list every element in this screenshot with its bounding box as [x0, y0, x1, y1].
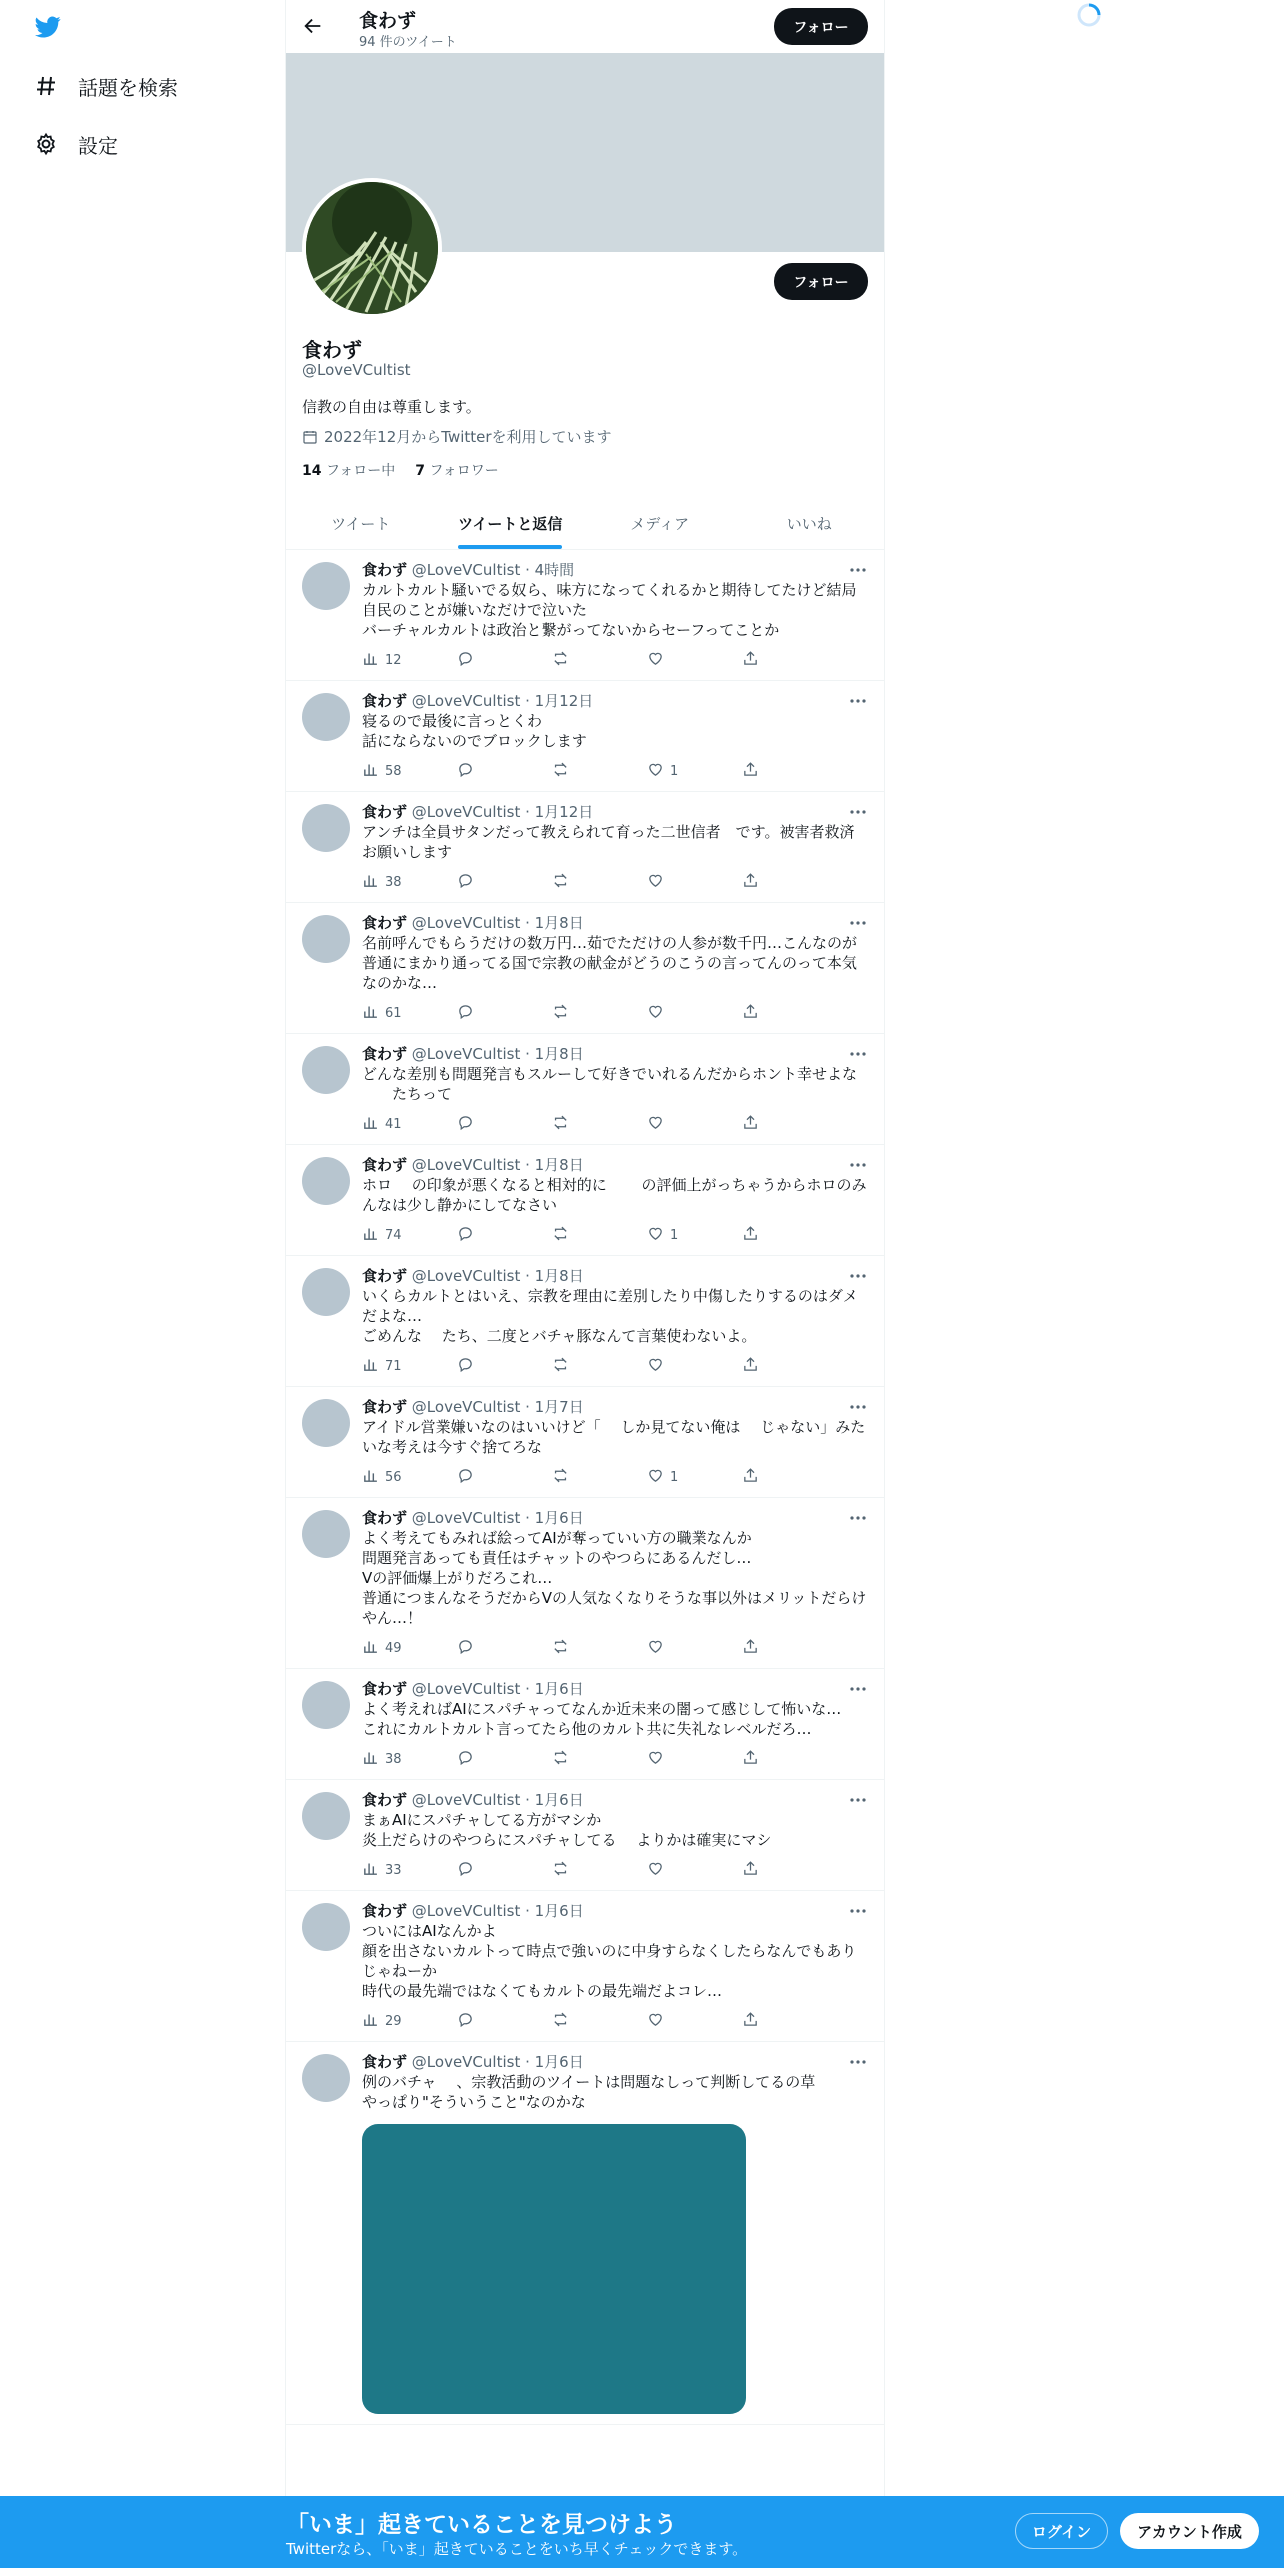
- heart-icon: [647, 1356, 664, 1377]
- views-button[interactable]: [362, 1860, 457, 1881]
- share-button[interactable]: [742, 2011, 837, 2032]
- tweet-author-name[interactable]: 食わず: [362, 1045, 408, 1063]
- views-button[interactable]: [362, 1356, 457, 1377]
- profile-joined: [302, 426, 612, 447]
- more-icon[interactable]: [848, 1679, 868, 1699]
- header-name: 食わず: [359, 10, 417, 32]
- heart-icon: [647, 1638, 664, 1659]
- tweet-text: カルトカルト騒いでる奴ら、味方になってくれるかと期待してたけど結局自民のことが嫌いなだけで泣いた バーチャルカルトは政治と繋がってないからセーフってことか: [362, 581, 857, 639]
- reply-button[interactable]: [457, 1860, 552, 1881]
- reply-button[interactable]: [457, 761, 552, 782]
- tweet-author-name[interactable]: 食わず: [362, 1902, 408, 1920]
- reply-button[interactable]: [457, 1114, 552, 1135]
- share-button[interactable]: [742, 650, 837, 671]
- nav-explore-label: 話題を検索: [78, 75, 178, 100]
- heart-icon: [647, 1749, 664, 1770]
- tweet-author-name[interactable]: 食わず: [362, 1398, 408, 1416]
- share-button[interactable]: [742, 1467, 837, 1488]
- tweet-header: [362, 1155, 868, 1175]
- tweet-avatar[interactable]: [302, 1510, 350, 1558]
- share-icon: [742, 1356, 759, 1377]
- share-icon: [742, 1003, 759, 1024]
- loading-spinner-icon: [1076, 2, 1102, 28]
- views-icon: [362, 761, 379, 782]
- reply-icon: [457, 872, 474, 893]
- twitter-logo-icon[interactable]: [33, 14, 63, 40]
- tweet-avatar[interactable]: [302, 804, 350, 852]
- like-button[interactable]: [647, 1860, 742, 1881]
- reply-icon: [457, 1114, 474, 1135]
- tweet-header: [362, 913, 868, 933]
- tweet-actions: [362, 1860, 868, 1880]
- heart-icon: [647, 761, 664, 782]
- views-count: 38: [385, 1751, 402, 1767]
- share-icon: [742, 1638, 759, 1659]
- tweet-text: 例のバチャ 、宗教活動のツイートは問題なしって判断してるの草 やっぱり"そういうこと"なのかな: [362, 2073, 816, 2111]
- tweet-actions: [362, 1114, 868, 1134]
- tweet[interactable]: [286, 1034, 884, 1145]
- more-icon[interactable]: [848, 2052, 868, 2072]
- reply-icon: [457, 761, 474, 782]
- retweet-icon: [552, 1749, 569, 1770]
- like-button[interactable]: [647, 1225, 742, 1246]
- signup-banner: [0, 2496, 1284, 2568]
- tweet-actions: [362, 761, 868, 781]
- tweet-author-name[interactable]: 食わず: [362, 561, 408, 579]
- tweet-author-name[interactable]: 食わず: [362, 2053, 408, 2071]
- reply-icon: [457, 1749, 474, 1770]
- retweet-icon: [552, 2011, 569, 2032]
- more-icon[interactable]: [848, 802, 868, 822]
- tweet-handle-time[interactable]: @LoveVCultist · 1月6日: [411, 1509, 584, 1527]
- retweet-button[interactable]: [552, 872, 647, 893]
- reply-button[interactable]: [457, 1356, 552, 1377]
- tweet-handle-time[interactable]: @LoveVCultist · 1月6日: [411, 1680, 584, 1698]
- more-icon[interactable]: [848, 1508, 868, 1528]
- reply-icon: [457, 1003, 474, 1024]
- views-count: 38: [385, 874, 402, 890]
- heart-icon: [647, 1467, 664, 1488]
- retweet-button[interactable]: [552, 1114, 647, 1135]
- login-button[interactable]: ログイン: [1015, 2513, 1108, 2549]
- signup-banner-subtitle: Twitterなら、「いま」起きていることをいち早くチェックできます。: [286, 2540, 748, 2558]
- share-icon: [742, 1467, 759, 1488]
- tweet-actions: [362, 1225, 868, 1245]
- profile-joined-text: 2022年12月からTwitterを利用しています: [324, 428, 612, 446]
- retweet-button[interactable]: [552, 761, 647, 782]
- reply-icon: [457, 1356, 474, 1377]
- tweet-handle-time[interactable]: @LoveVCultist · 1月12日: [411, 803, 594, 821]
- views-count: 33: [385, 1862, 402, 1878]
- like-button[interactable]: [647, 1114, 742, 1135]
- retweet-icon: [552, 1638, 569, 1659]
- gear-icon: [34, 132, 58, 156]
- views-icon: [362, 1749, 379, 1770]
- share-button[interactable]: [742, 872, 837, 893]
- like-button[interactable]: [647, 1638, 742, 1659]
- tweet-author-name[interactable]: 食わず: [362, 914, 408, 932]
- like-button[interactable]: [647, 1356, 742, 1377]
- tweet-text: どんな差別も問題発言もスルーして好きでいれるんだからホント幸せよな たちって: [362, 1065, 858, 1103]
- tweet-avatar[interactable]: [302, 2054, 350, 2102]
- tweet[interactable]: [286, 681, 884, 792]
- followers-link[interactable]: 7 フォロワー: [415, 463, 499, 479]
- tweet-author-name[interactable]: 食わず: [362, 1267, 408, 1285]
- share-button[interactable]: [742, 1114, 837, 1135]
- retweet-icon: [552, 1467, 569, 1488]
- tweet-author-name[interactable]: 食わず: [362, 1156, 408, 1174]
- views-count: 71: [385, 1358, 402, 1374]
- reply-button[interactable]: [457, 1638, 552, 1659]
- tweet-header: [362, 691, 868, 711]
- reply-icon: [457, 1225, 474, 1246]
- views-icon: [362, 1114, 379, 1135]
- reply-icon: [457, 650, 474, 671]
- top-bar: [286, 0, 884, 53]
- views-icon: [362, 1003, 379, 1024]
- profile-avatar[interactable]: [302, 178, 442, 318]
- tweet[interactable]: [286, 2042, 884, 2425]
- tweet-avatar[interactable]: [302, 915, 350, 963]
- views-count: 58: [385, 763, 402, 779]
- tweet-header: [362, 2052, 868, 2072]
- more-icon[interactable]: [848, 1266, 868, 1286]
- share-icon: [742, 872, 759, 893]
- heart-icon: [647, 1114, 664, 1135]
- retweet-button[interactable]: [552, 1638, 647, 1659]
- heart-icon: [647, 1003, 664, 1024]
- share-icon: [742, 1860, 759, 1881]
- nav-settings-label: 設定: [78, 133, 118, 158]
- signup-banner-title: 「いま」起きていることを見つけよう: [286, 2512, 677, 2538]
- retweet-button[interactable]: [552, 2011, 647, 2032]
- tweet-header: [362, 1266, 868, 1286]
- more-icon[interactable]: [848, 1901, 868, 1921]
- more-icon[interactable]: [848, 1397, 868, 1417]
- retweet-icon: [552, 872, 569, 893]
- tweet[interactable]: [286, 1256, 884, 1387]
- views-button[interactable]: [362, 1467, 457, 1488]
- share-button[interactable]: [742, 761, 837, 782]
- retweet-button[interactable]: [552, 1225, 647, 1246]
- tweet-actions: [362, 1749, 868, 1769]
- tweet[interactable]: [286, 1498, 884, 1669]
- tweet-header: [362, 1679, 868, 1699]
- tweet-handle-time[interactable]: @LoveVCultist · 1月8日: [411, 1156, 584, 1174]
- tweet-author-name[interactable]: 食わず: [362, 692, 408, 710]
- more-icon[interactable]: [848, 1790, 868, 1810]
- tweet-text: ついにはAIなんかよ 顔を出さないカルトって時点で強いのに中身すらなくしたらなんでもありじゃねーか 時代の最先端ではなくてもカルトの最先端だよコレ…: [362, 1922, 857, 2000]
- tweet-handle-time[interactable]: @LoveVCultist · 1月12日: [411, 692, 594, 710]
- reply-icon: [457, 2011, 474, 2032]
- tweet-handle-time[interactable]: @LoveVCultist · 1月8日: [411, 1045, 584, 1063]
- tweet-header: [362, 1790, 868, 1810]
- reply-button[interactable]: [457, 1225, 552, 1246]
- tweet-text: 名前呼んでもらうだけの数万円…茹でただけの人参が数千円…こんなのが普通にまかり通ってる国で宗教の献金がどうのこうの言ってんのって本気なのかな…: [362, 934, 858, 992]
- tweet[interactable]: [286, 1780, 884, 1891]
- tweet-text: よく考えてもみれば絵ってAIが奪っていい方の職業なんか 問題発言あっても責任はチャットのやつらにあるんだし… Vの評価爆上がりだろこれ… 普通につまんなそうだからVの人気なくなりそうな事以外はメリットだらけやん…！: [362, 1529, 867, 1627]
- nav-settings[interactable]: [34, 124, 118, 164]
- follow-stats: [302, 460, 499, 480]
- views-button[interactable]: [362, 650, 457, 671]
- reply-icon: [457, 1860, 474, 1881]
- tweet[interactable]: [286, 903, 884, 1034]
- heart-icon: [647, 1860, 664, 1881]
- retweet-button[interactable]: [552, 1356, 647, 1377]
- views-count: 61: [385, 1005, 402, 1021]
- views-button[interactable]: [362, 761, 457, 782]
- tweet-author-name[interactable]: 食わず: [362, 1791, 408, 1809]
- tweet-actions: [362, 1356, 868, 1376]
- nav-explore[interactable]: [34, 66, 178, 106]
- tweet-actions: [362, 2011, 868, 2031]
- retweet-button[interactable]: [552, 1749, 647, 1770]
- tweet-author-name[interactable]: 食わず: [362, 1680, 408, 1698]
- retweet-button[interactable]: [552, 650, 647, 671]
- more-icon[interactable]: [848, 1155, 868, 1175]
- tweet-handle-time[interactable]: @LoveVCultist · 1月6日: [411, 1902, 584, 1920]
- hashtag-icon: [34, 74, 58, 98]
- tweet-avatar[interactable]: [302, 1399, 350, 1447]
- tweet-avatar[interactable]: [302, 562, 350, 610]
- follow-button-header[interactable]: フォロー: [774, 8, 868, 45]
- views-icon: [362, 1356, 379, 1377]
- likes-count: 1: [670, 1227, 679, 1243]
- views-count: 74: [385, 1227, 402, 1243]
- reply-button[interactable]: [457, 1467, 552, 1488]
- tweet[interactable]: [286, 1891, 884, 2042]
- reply-button[interactable]: [457, 1003, 552, 1024]
- retweet-button[interactable]: [552, 1860, 647, 1881]
- profile-tabs: [286, 498, 884, 550]
- share-button[interactable]: [742, 1638, 837, 1659]
- views-count: 12: [385, 652, 402, 668]
- signup-button[interactable]: アカウント作成: [1120, 2513, 1259, 2549]
- tweet-avatar[interactable]: [302, 1792, 350, 1840]
- tweet[interactable]: [286, 1145, 884, 1256]
- share-icon: [742, 2011, 759, 2032]
- retweet-button[interactable]: [552, 1003, 647, 1024]
- tweet-text: 寝るので最後に言っとくわ 話にならないのでブロックします: [362, 712, 587, 750]
- views-icon: [362, 650, 379, 671]
- retweet-icon: [552, 1356, 569, 1377]
- more-icon[interactable]: [848, 691, 868, 711]
- tweet-avatar[interactable]: [302, 1046, 350, 1094]
- tweet-actions: [362, 1467, 868, 1487]
- views-count: 29: [385, 2013, 402, 2029]
- tweet-text: いくらカルトとはいえ、宗教を理由に差別したり中傷したりするのはダメだよな… ごめんな たち、二度とバチャ豚なんて言葉使わないよ。: [362, 1287, 858, 1345]
- views-count: 41: [385, 1116, 402, 1132]
- reply-button[interactable]: [457, 650, 552, 671]
- views-button[interactable]: [362, 2011, 457, 2032]
- tweet-list: [286, 550, 884, 2425]
- views-icon: [362, 872, 379, 893]
- views-count: 49: [385, 1640, 402, 1656]
- tweet-avatar[interactable]: [302, 1681, 350, 1729]
- tweet-text: まぁAIにスパチャしてる方がマシか 炎上だらけのやつらにスパチャしてる よりかは確実にマシ: [362, 1811, 772, 1849]
- heart-icon: [647, 1225, 664, 1246]
- like-button[interactable]: [647, 2011, 742, 2032]
- following-link[interactable]: 14 フォロー中: [302, 463, 396, 479]
- tweet-text: アイドル営業嫌いなのはいいけど「 しか見てない俺は じゃない」みたいな考えは今すぐ捨てろな: [362, 1418, 866, 1456]
- tweet-text: ホロ の印象が悪くなると相対的に の評価上がっちゃうからホロのみんなは少し静かにしてなさい: [362, 1176, 867, 1214]
- tweet-header: [362, 1397, 868, 1417]
- tweet-handle-time[interactable]: @LoveVCultist · 4時間: [411, 561, 575, 579]
- share-icon: [742, 761, 759, 782]
- retweet-icon: [552, 1860, 569, 1881]
- share-button[interactable]: [742, 1860, 837, 1881]
- tweet-handle-time[interactable]: @LoveVCultist · 1月6日: [411, 2053, 584, 2071]
- more-icon[interactable]: [848, 560, 868, 580]
- more-icon[interactable]: [848, 1044, 868, 1064]
- tweet[interactable]: [286, 550, 884, 681]
- calendar-icon: [302, 429, 318, 445]
- tweet-author-name[interactable]: 食わず: [362, 1509, 408, 1527]
- views-icon: [362, 1467, 379, 1488]
- tweet-actions: [362, 1638, 868, 1658]
- tweet-header: [362, 1044, 868, 1064]
- likes-count: 1: [670, 1469, 679, 1485]
- heart-icon: [647, 872, 664, 893]
- like-button[interactable]: [647, 1003, 742, 1024]
- tweet-text: アンチは全員サタンだって教えられて育った二世信者 です。被害者救済お願いします: [362, 823, 855, 861]
- views-icon: [362, 2011, 379, 2032]
- retweet-icon: [552, 1003, 569, 1024]
- tab-tweets-and-replies[interactable]: ツイートと返信: [436, 498, 586, 549]
- share-icon: [742, 650, 759, 671]
- like-button[interactable]: [647, 650, 742, 671]
- like-button[interactable]: [647, 761, 742, 782]
- tweet-handle-time[interactable]: @LoveVCultist · 1月8日: [411, 914, 584, 932]
- reply-button[interactable]: [457, 2011, 552, 2032]
- views-button[interactable]: [362, 1114, 457, 1135]
- heart-icon: [647, 650, 664, 671]
- share-button[interactable]: [742, 1356, 837, 1377]
- profile-name: 食わず: [302, 338, 362, 362]
- tweet-avatar[interactable]: [302, 693, 350, 741]
- tweet-header: [362, 1508, 868, 1528]
- profile-bio: 信教の自由は尊重します。: [302, 398, 481, 416]
- follow-button[interactable]: フォロー: [774, 263, 868, 300]
- tweet-media[interactable]: [362, 2124, 746, 2414]
- tweet[interactable]: [286, 1387, 884, 1498]
- views-icon: [362, 1638, 379, 1659]
- tweet-header: [362, 560, 868, 580]
- views-count: 56: [385, 1469, 402, 1485]
- left-nav: [0, 0, 285, 2568]
- share-button[interactable]: [742, 1749, 837, 1770]
- share-icon: [742, 1114, 759, 1135]
- tweet-actions: [362, 650, 868, 670]
- reply-button[interactable]: [457, 1749, 552, 1770]
- like-button[interactable]: [647, 872, 742, 893]
- views-button[interactable]: [362, 1003, 457, 1024]
- tweet-handle-time[interactable]: @LoveVCultist · 1月8日: [411, 1267, 584, 1285]
- tab-media[interactable]: メディア: [630, 515, 690, 533]
- like-button[interactable]: [647, 1467, 742, 1488]
- more-icon[interactable]: [848, 913, 868, 933]
- views-icon: [362, 1860, 379, 1881]
- tweet-handle-time[interactable]: @LoveVCultist · 1月6日: [411, 1791, 584, 1809]
- avatar-plant-image: [306, 182, 438, 314]
- tweet-text: よく考えればAIにスパチャってなんか近未来の闇って感じして怖いな… これにカルトカルト言ってたら他のカルト共に失礼なレベルだろ…: [362, 1700, 842, 1738]
- views-button[interactable]: [362, 872, 457, 893]
- share-button[interactable]: [742, 1225, 837, 1246]
- tweet-avatar[interactable]: [302, 1903, 350, 1951]
- profile-column: [285, 0, 885, 2568]
- tweet-author-name[interactable]: 食わず: [362, 803, 408, 821]
- views-button[interactable]: [362, 1638, 457, 1659]
- retweet-icon: [552, 1225, 569, 1246]
- header-tweet-count: 94 件のツイート: [359, 35, 457, 50]
- back-arrow-icon[interactable]: [302, 15, 324, 37]
- heart-icon: [647, 2011, 664, 2032]
- tweet[interactable]: [286, 792, 884, 903]
- reply-icon: [457, 1467, 474, 1488]
- tweet-header: [362, 1901, 868, 1921]
- views-button[interactable]: [362, 1749, 457, 1770]
- tweet-avatar[interactable]: [302, 1157, 350, 1205]
- share-button[interactable]: [742, 1003, 837, 1024]
- tweet-handle-time[interactable]: @LoveVCultist · 1月7日: [411, 1398, 584, 1416]
- tab-likes[interactable]: いいね: [786, 515, 832, 533]
- likes-count: 1: [670, 763, 679, 779]
- retweet-icon: [552, 761, 569, 782]
- tweet-avatar[interactable]: [302, 1268, 350, 1316]
- retweet-icon: [552, 650, 569, 671]
- views-icon: [362, 1225, 379, 1246]
- tweet[interactable]: [286, 1669, 884, 1780]
- tab-tweets[interactable]: ツイート: [331, 515, 391, 533]
- profile-handle: @LoveVCultist: [302, 361, 411, 379]
- reply-button[interactable]: [457, 872, 552, 893]
- retweet-icon: [552, 1114, 569, 1135]
- retweet-button[interactable]: [552, 1467, 647, 1488]
- like-button[interactable]: [647, 1749, 742, 1770]
- share-icon: [742, 1749, 759, 1770]
- share-icon: [742, 1225, 759, 1246]
- tweet-actions: [362, 1003, 868, 1023]
- views-button[interactable]: [362, 1225, 457, 1246]
- reply-icon: [457, 1638, 474, 1659]
- tweet-header: [362, 802, 868, 822]
- tweet-actions: [362, 872, 868, 892]
